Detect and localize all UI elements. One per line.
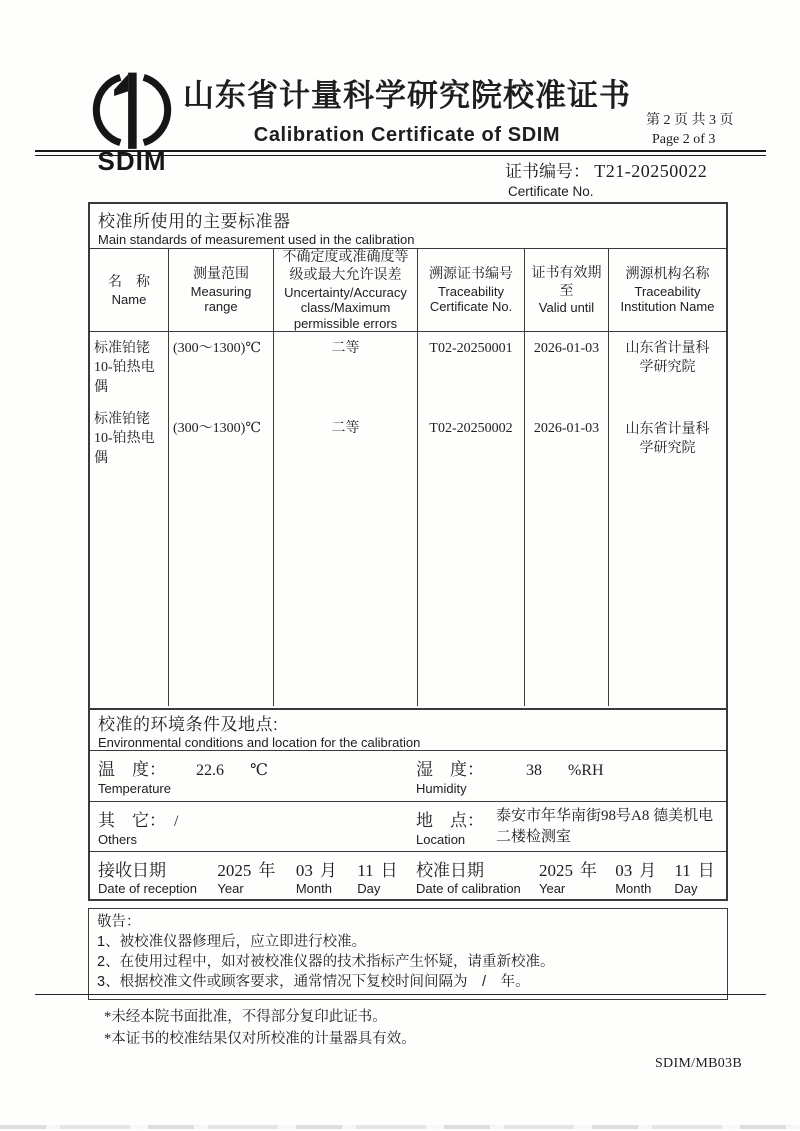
humidity-field: [408, 751, 726, 801]
environment-title-en: Environmental conditions and location for the calibration: [98, 735, 421, 750]
notice-item-1: 1、被校准仪器修理后，应立即进行校准。: [97, 934, 367, 951]
reception-day-en: Day: [357, 881, 381, 896]
calibration-day-en: Day: [674, 881, 698, 896]
column-header-valid-until: 证书有效期至 Valid until: [525, 249, 609, 331]
notice-title: 敬告：: [97, 914, 141, 930]
table-cell: 2026-01-03: [533, 421, 600, 437]
page-number: [646, 112, 766, 150]
temperature-label-en: Temperature: [98, 781, 171, 796]
certificate-number-value: T21-20250022: [594, 161, 708, 181]
calibration-month: 03: [615, 861, 633, 880]
table-cell: 标准铂铑10-铂热电偶: [94, 341, 155, 395]
standards-table-header-row: [90, 249, 726, 332]
header-divider: [35, 150, 766, 156]
calibration-label-cn: 校准日期: [416, 861, 484, 880]
others-location-row: [90, 802, 726, 852]
body-column-institution: [609, 332, 726, 706]
footnote-1: *未经本院书面批准，不得部分复印此证书。: [104, 1009, 387, 1025]
page-number-en: Page 2 of 3: [652, 131, 716, 147]
calibration-year-unit: 年: [579, 861, 597, 880]
table-cell: T02-20250001: [429, 341, 513, 356]
temperature-value: 22.6: [196, 762, 224, 779]
column-header-traceability-cert-no: 溯源证书编号 Traceability Certificate No.: [418, 249, 525, 331]
date-of-reception: [90, 852, 408, 899]
table-cell: T02-20250002: [429, 421, 513, 437]
reception-month: 03: [295, 861, 313, 880]
table-cell: (300～1300)℃: [173, 341, 261, 356]
calibration-label-en: Date of calibration: [416, 881, 521, 896]
body-column-valid-until: [525, 332, 609, 706]
humidity-label-cn: 湿 度：: [416, 760, 484, 779]
standards-table-body: [90, 332, 726, 706]
certificate-number-label-en: Certificate No.: [508, 184, 594, 199]
others-label-en: Others: [98, 832, 138, 847]
others-field: [90, 802, 408, 851]
table-cell: 山东省计量科学研究院: [625, 421, 710, 456]
location-value: 泰安市年华南街98号A8 德美机电二楼检测室: [496, 808, 714, 845]
others-label-cn: 其 它：: [98, 811, 166, 830]
location-label-en: Location: [416, 832, 466, 847]
column-header-measuring-range: 测量范围 Measuring range: [169, 249, 274, 331]
page-number-cn: 第 2 页 共 3 页: [646, 113, 734, 128]
title-chinese: 山东省计量科学研究院校准证书: [183, 78, 631, 113]
calibration-month-unit: 月: [639, 861, 657, 880]
certificate-number-label-cn: 证书编号：: [505, 162, 590, 181]
table-cell: 二等: [331, 421, 360, 437]
form-code: SDIM/MB03B: [654, 1056, 742, 1071]
humidity-unit: %RH: [568, 762, 604, 779]
body-column-measuring-range: [169, 332, 274, 706]
certificate-number: [505, 157, 707, 199]
environment-section: [88, 708, 728, 901]
reception-year-en: Year: [217, 881, 244, 896]
reception-year: 2025: [217, 861, 252, 880]
title-english: Calibration Certificate of SDIM: [253, 124, 561, 146]
table-cell: 标准铂铑10-铂热电偶: [94, 411, 155, 466]
environment-title: [90, 708, 726, 751]
dates-row: [90, 852, 726, 899]
table-cell: 二等: [331, 341, 360, 356]
reception-year-unit: 年: [258, 861, 276, 880]
calibration-day: 11: [674, 861, 691, 880]
humidity-label-en: Humidity: [416, 781, 467, 796]
column-header-traceability-institution: 溯源机构名称 Traceability Institution Name: [620, 264, 715, 315]
reception-month-unit: 月: [319, 861, 337, 880]
footnote-2: *本证书的校准结果仅对所校准的计量器具有效。: [104, 1031, 416, 1048]
notice-section: [88, 908, 728, 1000]
footer-divider: [35, 994, 766, 995]
calibration-day-unit: 日: [697, 861, 715, 880]
others-value: /: [174, 813, 179, 830]
footnotes: [104, 1006, 416, 1051]
calibration-month-en: Month: [615, 881, 652, 896]
sdim-logo-icon: [89, 68, 175, 152]
column-header-uncertainty: 不确定度或准确度等级或最大允许误差 Uncertainty/Accuracy class/Maximum permissible errors: [274, 249, 418, 331]
table-cell: 山东省计量科学研究院: [625, 341, 710, 376]
body-column-uncertainty: [274, 332, 418, 706]
standards-title-cn: 校准所使用的主要标准器: [98, 212, 291, 231]
date-of-calibration: [408, 852, 726, 899]
temperature-unit: ℃: [250, 762, 268, 779]
table-cell: 2026-01-03: [533, 341, 600, 356]
standards-table-title: [90, 204, 726, 249]
header-titles: [168, 70, 646, 147]
reception-label-cn: 接收日期: [98, 861, 166, 880]
location-field: [408, 802, 726, 851]
temperature-label-cn: 温 度：: [98, 760, 166, 779]
standards-title-en: Main standards of measurement used in the calibration: [98, 232, 415, 247]
humidity-value: 38: [526, 762, 542, 779]
reception-day-unit: 日: [380, 861, 398, 880]
logo-text: SDIM: [97, 146, 167, 176]
standards-table: [88, 202, 728, 710]
body-column-traceability-cert-no: [418, 332, 525, 706]
body-column-name: [90, 332, 169, 706]
column-header-name: 名 称 Name: [90, 249, 169, 331]
calibration-year-en: Year: [538, 881, 566, 896]
reception-month-en: Month: [295, 881, 332, 896]
table-cell: (300～1300)℃: [173, 421, 261, 437]
scan-edge-artifact: [0, 1125, 800, 1129]
notice-item-2: 2、在使用过程中，如对被校准仪器的技术指标产生怀疑，请重新校准。: [97, 954, 555, 971]
location-label-cn: 地 点：: [416, 811, 484, 830]
environment-title-cn: 校准的环境条件及地点:: [98, 715, 279, 734]
reception-label-en: Date of reception: [98, 881, 198, 896]
calibration-year: 2025: [538, 861, 573, 880]
notice-item-3: 3、根据校准文件或顾客要求，通常情况下复校时间间隔为 / 年。: [97, 974, 530, 991]
temperature-field: [90, 751, 408, 801]
reception-day: 11: [357, 861, 374, 880]
temperature-humidity-row: [90, 751, 726, 802]
